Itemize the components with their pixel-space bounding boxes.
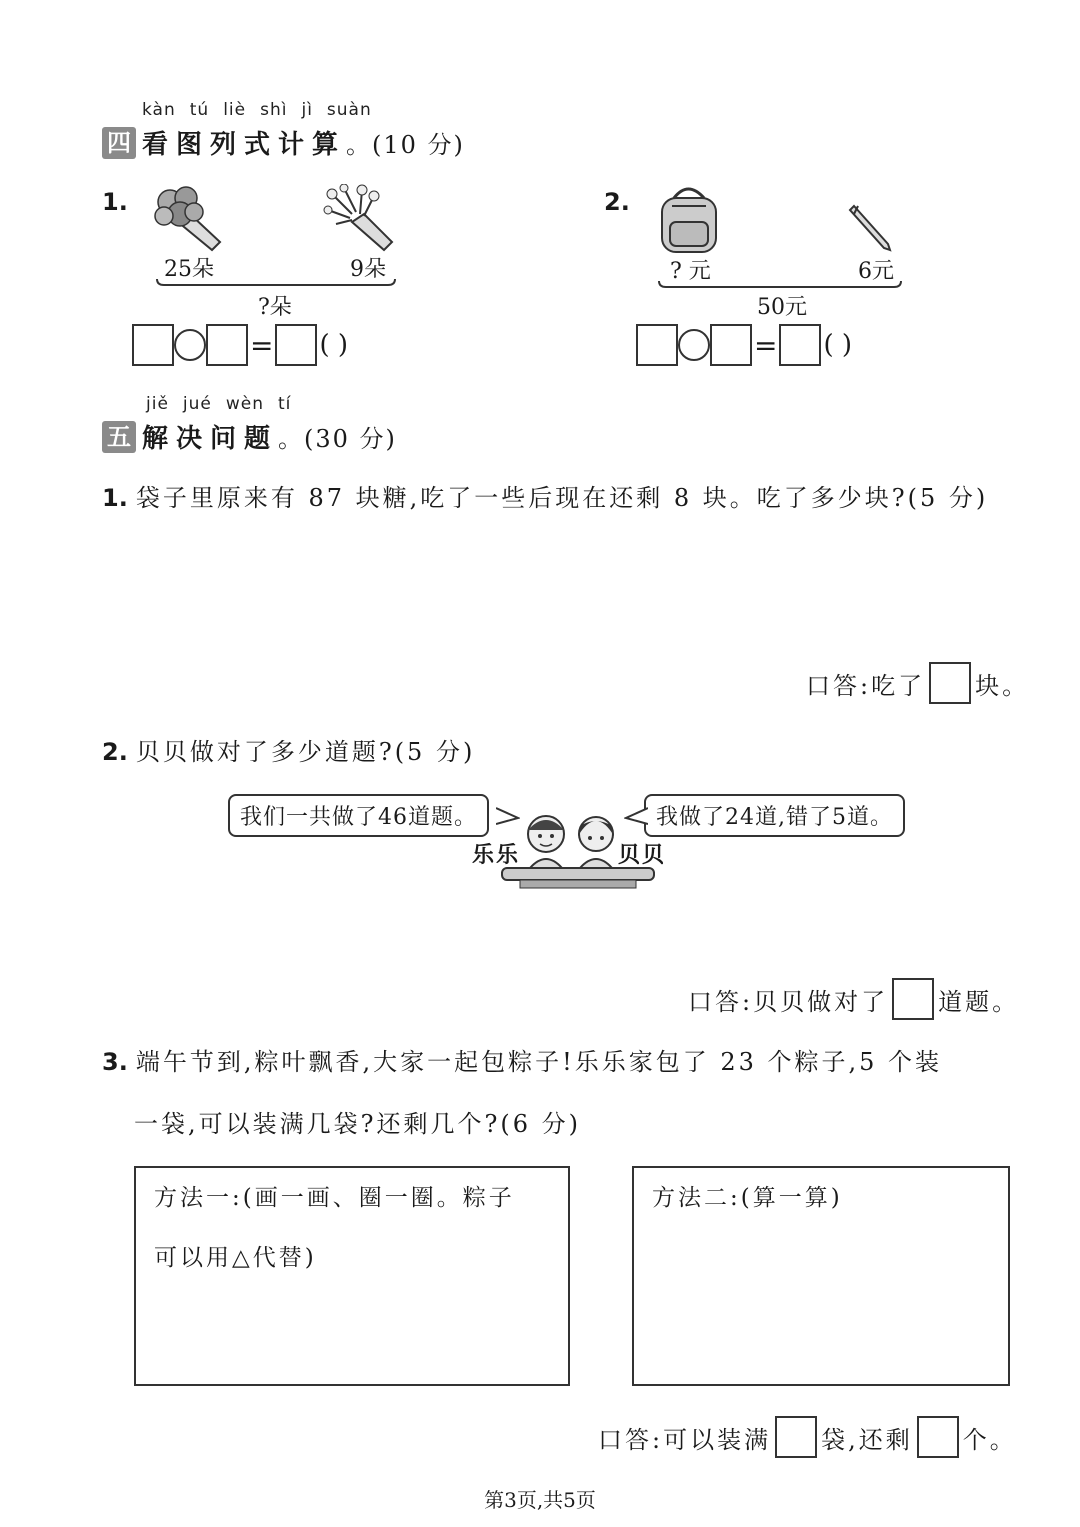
section4-title: 看图列式计算 — [142, 130, 347, 160]
pinyin-kan: kàn — [142, 100, 176, 120]
s4-q2-equation — [636, 324, 852, 366]
flower-bouquet-icon — [322, 184, 396, 254]
answer-suffix: 道题。 — [938, 987, 1020, 1016]
pinyin-ti: tí — [278, 394, 292, 414]
answer-box[interactable] — [779, 324, 821, 366]
answer-box[interactable] — [775, 1416, 817, 1458]
bouquet-icon — [150, 184, 224, 254]
s5-q3-number: 3. — [102, 1048, 128, 1076]
pinyin-lie: liè — [223, 100, 247, 120]
name-beibei: 贝贝 — [618, 842, 667, 868]
s5-q2-number: 2. — [102, 738, 128, 766]
answer-suffix: 个。 — [962, 1425, 1017, 1454]
pinyin-jue: jué — [182, 394, 212, 414]
s5-q3-text-line1: 端午节到,粽叶飘香,大家一起包粽子!乐乐家包了 23 个粽子,5 个装 — [135, 1048, 943, 1076]
s4-q2-number: 2. — [604, 188, 630, 216]
answer-box[interactable] — [710, 324, 752, 366]
answer-box[interactable] — [917, 1416, 959, 1458]
section4-badge: 四 — [102, 127, 136, 159]
method1-instruction-line1: 方法一:(画一画、圈一圈。粽子 — [154, 1185, 515, 1211]
section5-pinyin — [146, 394, 291, 414]
s5-q3 — [102, 1042, 942, 1077]
answer-prefix: 口答:吃了 — [806, 671, 926, 700]
equals-sign: = — [250, 328, 274, 362]
section4-pinyin — [142, 100, 372, 120]
answer-box[interactable] — [132, 324, 174, 366]
s5-q3-text-line2: 一袋,可以装满几袋?还剩几个?(6 分) — [134, 1110, 581, 1138]
s5-q3-answer — [598, 1416, 1017, 1458]
name-lele: 乐乐 — [472, 842, 521, 868]
section4-heading — [102, 124, 465, 161]
section5-title: 解决问题 — [142, 424, 279, 454]
method1-workspace[interactable] — [134, 1166, 570, 1386]
section4-score: 。(10 分) — [346, 131, 465, 159]
s5-q2-answer — [688, 978, 1019, 1020]
section5-badge: 五 — [102, 421, 136, 453]
s4-q1-left-label: 25朵 — [164, 257, 214, 282]
unit-paren[interactable]: ( ) — [319, 330, 349, 360]
s5-q1 — [102, 478, 988, 513]
operator-circle[interactable] — [678, 329, 710, 361]
s5-q1-answer — [806, 662, 1029, 704]
s5-q1-text: 袋子里原来有 87 块糖,吃了一些后现在还剩 8 块。吃了多少块?(5 分) — [135, 484, 989, 512]
s4-q1-right-label: 9朵 — [350, 257, 386, 282]
speech-bubble-lele: 我们一共做了46道题。 — [228, 794, 489, 837]
s5-q2 — [102, 732, 475, 767]
s4-q1-number: 1. — [102, 188, 128, 216]
pinyin-wen: wèn — [225, 394, 265, 414]
s4-q1-equation — [132, 324, 348, 366]
answer-prefix: 口答:贝贝做对了 — [688, 987, 889, 1016]
operator-circle[interactable] — [174, 329, 206, 361]
s5-q1-number: 1. — [102, 484, 128, 512]
answer-box[interactable] — [636, 324, 678, 366]
method2-instruction: 方法二:(算一算) — [652, 1185, 843, 1211]
answer-mid: 袋,还剩 — [821, 1425, 913, 1454]
s5-q2-text: 贝贝做对了多少道题?(5 分) — [135, 738, 476, 766]
method1-instruction-line2: 可以用△代替) — [154, 1245, 317, 1271]
unit-paren[interactable]: ( ) — [823, 330, 853, 360]
pen-icon — [848, 202, 894, 252]
section5-score: 。(30 分) — [278, 425, 397, 453]
pinyin-suan: suàn — [326, 100, 372, 120]
answer-box[interactable] — [892, 978, 934, 1020]
s4-q2-right-label: 6元 — [858, 259, 894, 284]
method2-workspace[interactable] — [632, 1166, 1010, 1386]
pinyin-tu: tú — [189, 100, 210, 120]
backpack-icon — [654, 184, 724, 256]
s4-q1-total-label: ?朵 — [258, 295, 292, 320]
pinyin-jie: jiě — [146, 394, 169, 414]
pinyin-ji: jì — [301, 100, 313, 120]
answer-box[interactable] — [929, 662, 971, 704]
answer-box[interactable] — [275, 324, 317, 366]
equals-sign: = — [754, 328, 778, 362]
s4-q2-left-label: ? 元 — [670, 259, 711, 284]
s4-q2-total-label: 50元 — [757, 295, 807, 320]
pinyin-shi: shì — [260, 100, 288, 120]
section5-heading — [102, 418, 397, 455]
answer-suffix: 块。 — [975, 671, 1030, 700]
page-number: 第3页,共5页 — [484, 1488, 596, 1512]
speech-bubble-beibei: 我做了24道,错了5道。 — [644, 794, 905, 837]
answer-box[interactable] — [206, 324, 248, 366]
answer-prefix: 口答:可以装满 — [598, 1425, 772, 1454]
